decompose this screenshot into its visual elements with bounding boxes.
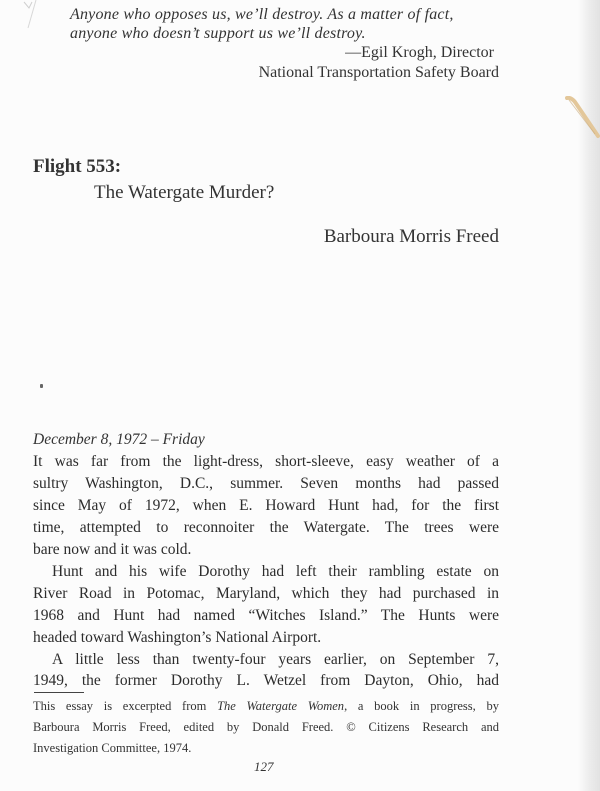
- pencil-mark-icon: [22, 0, 42, 30]
- print-speck: [40, 384, 43, 388]
- footnote-line: Barboura Morris Freed, edited by Donald Freed. © Citizens Research and: [33, 720, 499, 734]
- author-name: Barboura Morris Freed: [323, 226, 499, 247]
- epigraph-attribution-name: —Egil Krogh, Director: [345, 44, 494, 61]
- body-line: River Road in Potomac, Maryland, which they had purchased in: [33, 585, 499, 602]
- tape-stain-mark: [565, 96, 600, 141]
- body-line: headed toward Washington’s National Airport.: [33, 629, 322, 646]
- epigraph-line: Anyone who opposes us, we’ll destroy. As a matter of fact,: [70, 6, 454, 23]
- section-date: December 8, 1972 – Friday: [33, 431, 205, 448]
- chapter-subtitle: The Watergate Murder?: [94, 182, 275, 203]
- body-line: sultry Washington, D.C., summer. Seven months had passed: [33, 475, 499, 492]
- body-line: Hunt and his wife Dorothy had left their rambling estate on: [52, 563, 499, 580]
- body-line: 1968 and Hunt had named “Witches Island.” The Hunts were: [33, 607, 499, 624]
- footnote-suffix: , a book in progress, by: [344, 699, 499, 713]
- body-line: 1949, the former Dorothy L. Wetzel from Dayton, Ohio, had: [33, 672, 499, 689]
- footnote-rule: [34, 692, 84, 693]
- body-line: since May of 1972, when E. Howard Hunt had, for the first: [33, 497, 499, 514]
- body-line: bare now and it was cold.: [33, 541, 192, 558]
- footnote-line: [33, 699, 499, 714]
- body-line: A little less than twenty-four years earlier, on September 7,: [52, 651, 499, 668]
- footnote-prefix: This essay is excerpted from: [33, 699, 218, 713]
- page-number: 127: [254, 759, 274, 774]
- epigraph-line: anyone who doesn’t support us we’ll destroy.: [70, 25, 366, 42]
- footnote-line: Investigation Committee, 1974.: [33, 741, 192, 755]
- epigraph-attribution-org: National Transportation Safety Board: [258, 64, 499, 81]
- body-line: It was far from the light-dress, short-sleeve, easy weather of a: [33, 453, 499, 470]
- footnote-book-title: The Watergate Women: [217, 699, 345, 713]
- chapter-title: Flight 553:: [33, 156, 122, 177]
- body-line: time, attempted to reconnoiter the Watergate. The trees were: [33, 519, 499, 536]
